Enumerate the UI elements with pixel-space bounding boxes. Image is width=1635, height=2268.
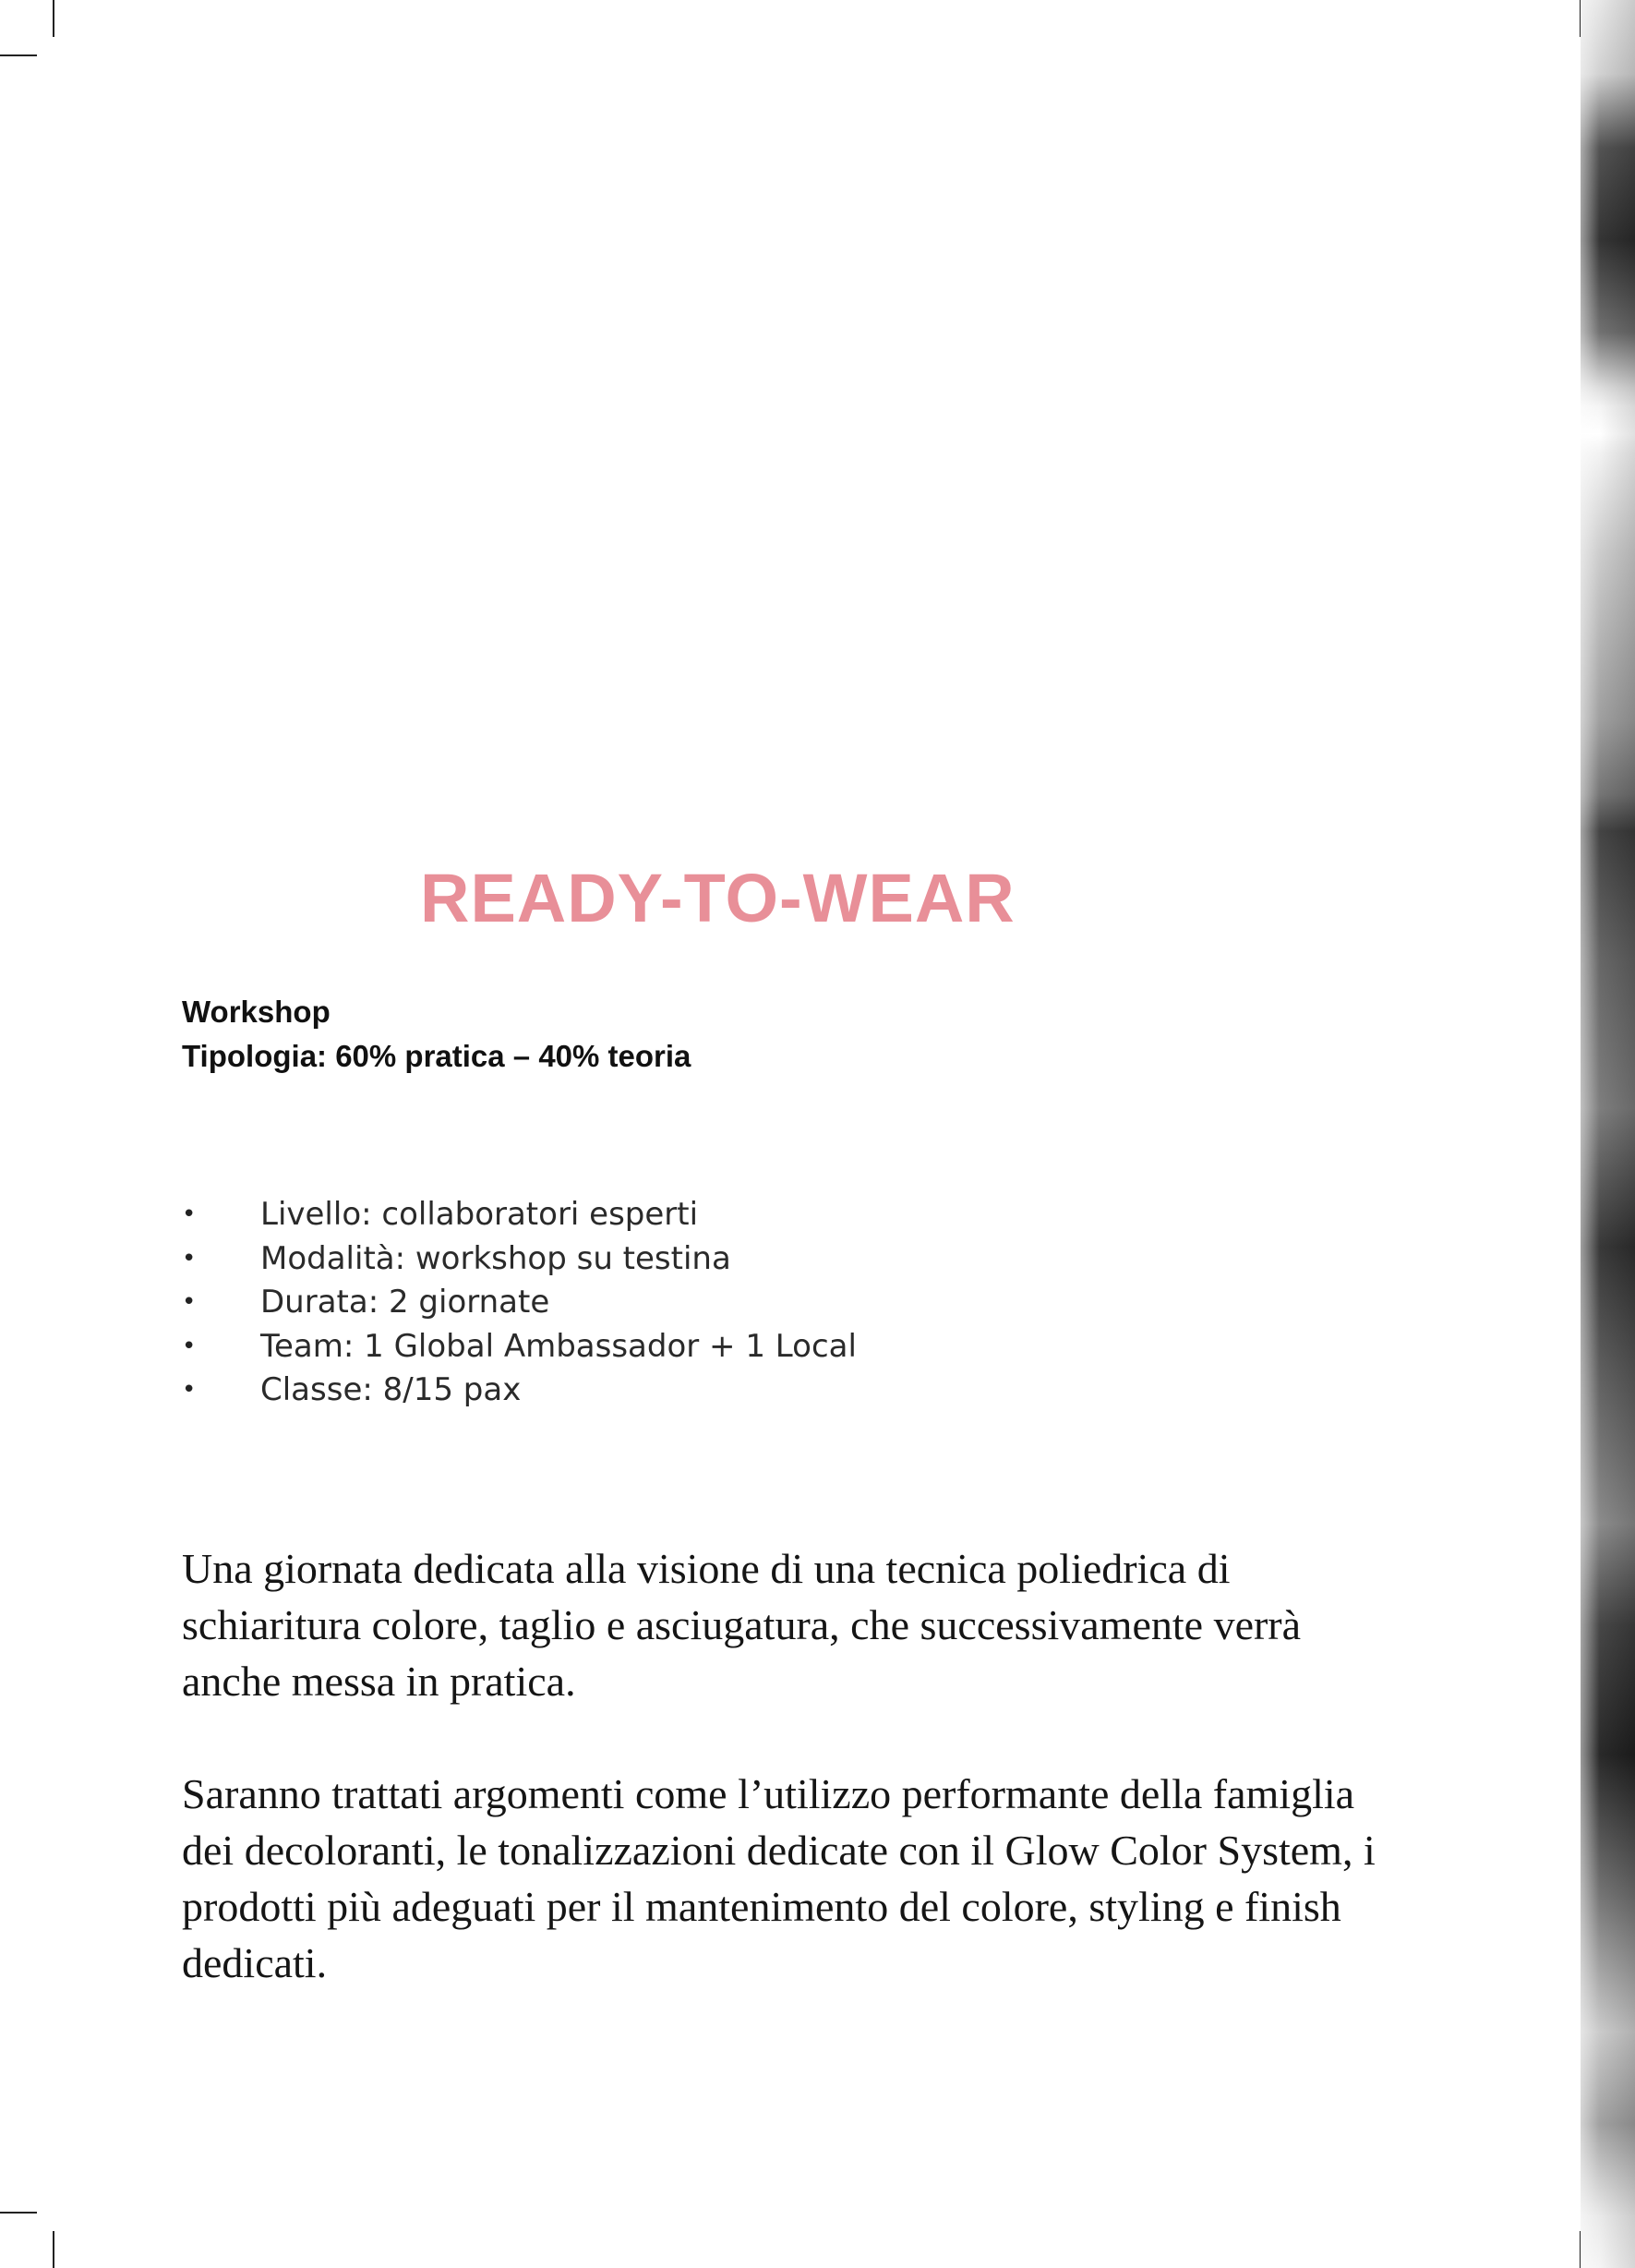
bullet: • [182, 1332, 197, 1360]
page-title: READY-TO-WEAR [420, 860, 1016, 936]
photo-edge-shade [1581, 0, 1635, 2268]
detail-item-level [182, 1193, 857, 1237]
description-paragraph-2: Saranno trattati argomenti come l’utilizzo performante della famiglia dei decoloranti, le tonalizzazioni dedicate con il Glow Color System, i prodotti più adeguati per il mantenimento del colore, styling e finish dedicati. [182, 1770, 1376, 1986]
details-list [182, 1193, 857, 1413]
bullet: • [182, 1288, 197, 1316]
detail-item-mode [182, 1237, 857, 1282]
photo-edge-strip [1581, 0, 1635, 2268]
workshop-label: Workshop [182, 995, 331, 1029]
crop-mark-bottom-left-horizontal [0, 2212, 37, 2214]
bullet: • [182, 1244, 197, 1273]
detail-item-duration [182, 1281, 857, 1325]
detail-text: Team: 1 Global Ambassador + 1 Local [260, 1327, 857, 1365]
crop-mark-top-left-horizontal [0, 54, 37, 56]
crop-mark-bottom-left-vertical [53, 2231, 54, 2268]
bullet: • [182, 1376, 197, 1404]
bullet: • [182, 1200, 197, 1228]
detail-item-class [182, 1369, 857, 1413]
detail-text: Livello: collaboratori esperti [260, 1196, 699, 1233]
description-paragraph-1: Una giornata dedicata alla visione di una tecnica poliedrica di schiaritura colore, taglio e asciugatura, che successivamente verrà anche messa in pratica. [182, 1545, 1302, 1705]
detail-text: Classe: 8/15 pax [260, 1371, 522, 1408]
description [182, 1540, 1382, 1991]
crop-mark-top-left-vertical [53, 0, 54, 37]
detail-item-team [182, 1325, 857, 1369]
workshop-meta [182, 990, 691, 1079]
detail-text: Modalità: workshop su testina [260, 1239, 731, 1277]
detail-text: Durata: 2 giornate [260, 1284, 550, 1321]
type-line: Tipologia: 60% pratica – 40% teoria [182, 1039, 691, 1073]
